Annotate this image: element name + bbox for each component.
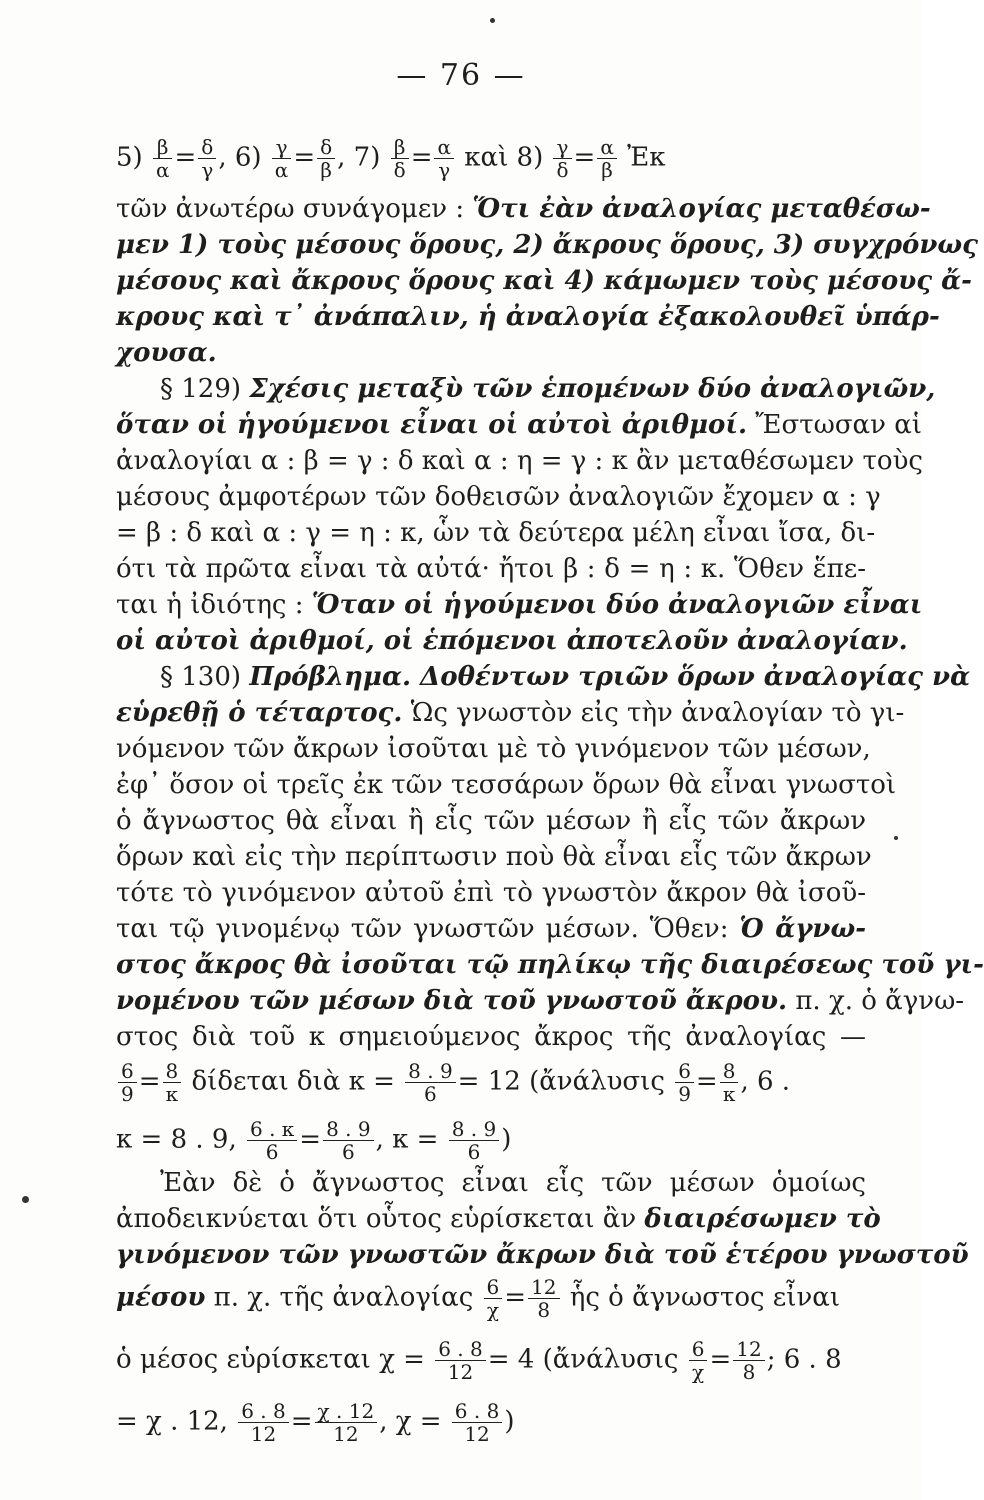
fraction: $\frac{8}{\kappa}$ [163, 1060, 182, 1105]
text-line: μέσους καὶ ἄκρους ὅρους καὶ 4) κάμωμεν τοὺς μέσους ἄ- [116, 266, 972, 296]
text-line: τῶν ἀνωτέρω συνάγομεν : Ὅτι ἐὰν ἀναλογίας μεταθέσω- [116, 194, 931, 224]
fraction: $\frac{\alpha}{\gamma}$ [434, 136, 454, 181]
paper-speck [894, 836, 898, 840]
fraction: $\frac{6}{9}$ [118, 1060, 137, 1105]
paper-speck [22, 1196, 29, 1203]
section-130-heading: § 130) Πρόβλημα. Δοθέντων τριῶν ὅρων ἀναλογίας νὰ [160, 662, 971, 692]
fraction: $\frac{12}{8}$ [528, 1276, 559, 1321]
fraction: $\frac{12}{8}$ [733, 1338, 764, 1383]
page-number: — 76 — [396, 58, 526, 93]
fraction: $\frac{8 . 9}{6}$ [323, 1118, 374, 1163]
paper-speck [490, 18, 495, 23]
text-line: ἀναλογίαι α : β = γ : δ καὶ α : η = γ : κ ἂν μεταθέσωμεν τοὺς [116, 446, 923, 476]
fraction: $\frac{\beta}{\delta}$ [391, 136, 409, 181]
text-line: μεν 1) τοὺς μέσους ὅρους, 2) ἄκρους ὅρους, 3) συγχρόνως [116, 230, 978, 260]
fraction: $\frac{8}{\kappa}$ [720, 1060, 739, 1105]
text-line: ὅταν οἱ ἡγούμενοι εἶναι οἱ αὐτοὶ ἀριθμοί. Ἔστωσαν αἱ [116, 410, 922, 440]
equation-line: $\frac{6}{9}$ = $\frac{8}{\kappa}$ δίδεται διὰ κ = $\frac{8 . 9}{6}$ = 12 (ἄνάλυσις $\frac{6}{9}$ = $\frac{8}{\kappa}$ , 6 . [116, 1060, 866, 1105]
text-line: ται τῷ γινομένῳ τῶν γνωστῶν μέσων. Ὅθεν: Ὁ ἄγνω- [116, 914, 867, 944]
fraction: $\frac{\gamma}{\alpha}$ [272, 136, 292, 181]
fraction: $\frac{6 . 8}{12}$ [238, 1400, 289, 1445]
equation-line: μέσου π. χ. τῆς ἀναλογίας $\frac{6}{\chi}$ = $\frac{12}{8}$ ἧς ὁ ἄγνωστος εἶναι [116, 1275, 841, 1322]
item-5-label: 5) [116, 142, 151, 173]
text-line: ἀποδεικνύεται ὅτι οὗτος εὑρίσκεται ἂν διαιρέσωμεν τὸ [116, 1204, 881, 1234]
fraction: $\frac{\gamma}{\delta}$ [553, 136, 571, 181]
fraction: $\frac{6 . 8}{12}$ [452, 1400, 503, 1445]
text-line: ται ἡ ἰδιότης : Ὅταν οἱ ἡγούμενοι δύο ἀναλογιῶν εἶναι [116, 590, 923, 620]
text-line: γινόμενον τῶν γνωστῶν ἄκρων διὰ τοῦ ἑτέρου γνωστοῦ [116, 1240, 969, 1270]
fraction: $\frac{\beta}{\alpha}$ [153, 136, 173, 181]
text-line: νόμενον τῶν ἄκρων ἰσοῦται μὲ τὸ γινόμενον τῶν μέσων, [116, 734, 871, 764]
fraction: $\frac{\chi . 12}{12}$ [315, 1400, 378, 1445]
text-line: ἐφ᾽ ὅσον οἱ τρεῖς ἐκ τῶν τεσσάρων ὅρων θὰ εἶναι γνωστοὶ [116, 770, 897, 800]
equation-line: κ = 8 . 9, $\frac{6 . \kappa}{6}$ = $\frac{8 . 9}{6}$ , κ = $\frac{8 . 9}{6}$ ) [116, 1117, 512, 1164]
text-line: Ἐὰν δὲ ὁ ἄγνωστος εἶναι εἷς τῶν μέσων ὁμοίως [160, 1168, 866, 1198]
section-129-heading: § 129) Σχέσις μεταξὺ τῶν ἑπομένων δύο ἀναλογιῶν, [160, 374, 936, 404]
text-line: ότι τὰ πρῶτα εἶναι τὰ αὐτά· ἤτοι β : δ = η : κ. Ὅθεν ἕπε- [116, 554, 866, 584]
text-line: κρους καὶ τ᾽ ἀνάπαλιν, ἡ ἀναλογία ἐξακολουθεῖ ὑπάρ- [116, 302, 940, 332]
text-line: στος διὰ τοῦ κ σημειούμενος ἄκρος τῆς ἀναλογίας — [116, 1022, 866, 1052]
text-line: ὅρων καὶ εἰς τὴν περίπτωσιν ποὺ θὰ εἶναι εἷς τῶν ἄκρων [116, 842, 872, 872]
equation-line: = χ . 12, $\frac{6 . 8}{12}$ = $\frac{\chi . 12}{12}$ , χ = $\frac{6 . 8}{12}$ ) [116, 1399, 515, 1446]
equation-line-5-8: 5) $\frac{\beta}{\alpha}$ = $\frac{\delta}{\gamma}$ , 6) $\frac{\gamma}{\alpha}$ = $\frac{\delta}{\beta}$ , 7) $\frac{\beta}{\delta}$ = $\frac{\alpha}{\gamma}$ καὶ 8) $\frac{\gamma}{\delta}$ = $\frac{\alpha}{\beta}$ Ἐκ [116, 135, 666, 182]
fraction: $\frac{\delta}{\gamma}$ [198, 136, 216, 181]
fraction: $\frac{8 . 9}{6}$ [405, 1060, 456, 1105]
fraction: $\frac{6 . \kappa}{6}$ [247, 1118, 297, 1163]
text-line: ὁ ἄγνωστος θὰ εἶναι ἢ εἷς τῶν μέσων ἢ εἷς τῶν ἄκρων [116, 806, 866, 836]
text-line: = β : δ καὶ α : γ = η : κ, ὧν τὰ δεύτερα μέλη εἶναι ἴσα, δι- [116, 518, 876, 548]
text-line: οἱ αὐτοὶ ἀριθμοί, οἱ ἑπόμενοι ἀποτελοῦν ἀναλογίαν. [116, 626, 908, 656]
text-line: μέσους ἀμφοτέρων τῶν δοθεισῶν ἀναλογιῶν ἔχομεν α : γ [116, 482, 881, 512]
fraction: $\frac{6}{\chi}$ [689, 1338, 708, 1383]
fraction: $\frac{6}{\chi}$ [484, 1276, 503, 1321]
fraction: $\frac{\alpha}{\beta}$ [597, 136, 617, 181]
text-line: στος ἄκρος θὰ ἰσοῦται τῷ πηλίκῳ τῆς διαιρέσεως τοῦ γι- [116, 950, 984, 980]
fraction: $\frac{6 . 8}{12}$ [435, 1338, 486, 1383]
text-line: τότε τὸ γινόμενον αὐτοῦ ἐπὶ τὸ γνωστὸν ἄκρον θὰ ἰσοῦ- [116, 878, 866, 908]
text-line: χουσα. [116, 338, 217, 368]
fraction: $\frac{\delta}{\beta}$ [317, 136, 335, 181]
fraction: $\frac{6}{9}$ [675, 1060, 694, 1105]
equation-line: ὁ μέσος εὑρίσκεται χ = $\frac{6 . 8}{12}$ = 4 (ἄνάλυσις $\frac{6}{\chi}$ = $\frac{12}{8}$ ; 6 . 8 [116, 1337, 842, 1384]
fraction: $\frac{8 . 9}{6}$ [449, 1118, 500, 1163]
text-line: εὑρεθῇ ὁ τέταρτος. Ὡς γνωστὸν εἰς τὴν ἀναλογίαν τὸ γι- [116, 698, 905, 728]
text-line: νομένου τῶν μέσων διὰ τοῦ γνωστοῦ ἄκρου. π. χ. ὁ ἄγνω- [116, 986, 965, 1016]
